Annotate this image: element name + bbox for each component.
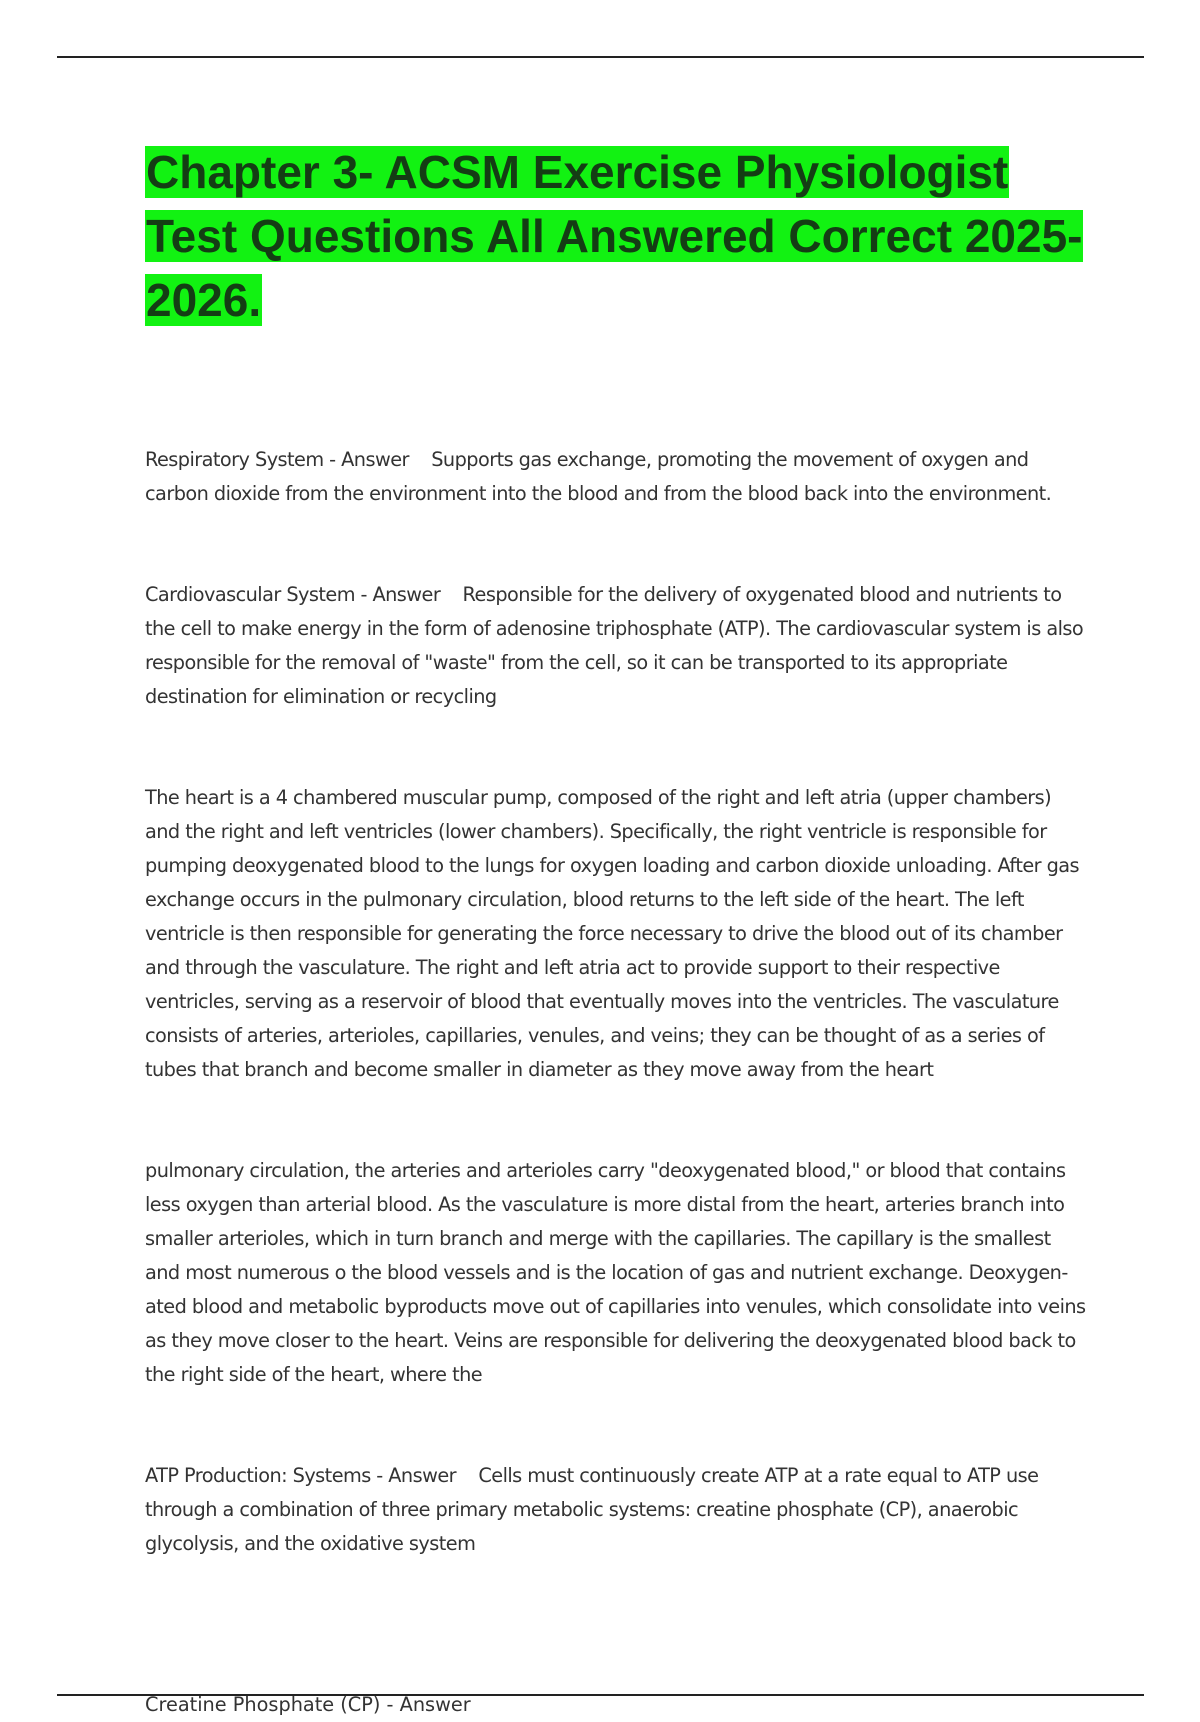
page-title: [145, 140, 1085, 332]
entry-term: Cardiovascular System - Answer: [145, 583, 441, 606]
entry-answer: Responsible for the delivery of oxygenated blood and nutrients to the cell to make energy in the form of adenosine triphosphate (ATP). The cardiovascular system is also responsible for the removal of "waste" from the cell, so it can be transported to its appropriate destination for elimination or recycling: [145, 583, 1084, 708]
title-highlight: Chapter 3- ACSM Exercise Physiologist Test Questions All Answered Correct 2025-2026.: [146, 146, 1083, 326]
paragraph-heart-description: The heart is a 4 chambered muscular pump, composed of the right and left atria (upper chambers) and the right and left ventricles (lower chambers). Specifically, the right ventricle is responsible for pumping deoxygenated blood to the lungs for oxygen loading and carbon dioxide unloading. After gas exchange occurs in the pulmonary circulation, blood returns to the left side of the heart. The left ventricle is then responsible for generating the force necessary to drive the blood out of its chamber and through the vasculature. The right and left atria act to provide support to their respective ventricles, serving as a reservoir of blood that eventually moves into the ventricles. The vasculature consists of arteries, arterioles, capillaries, venules, and veins; they can be thought of as a series of tubes that branch and become smaller in diameter as they move away from the heart: [145, 786, 1080, 1081]
qa-entry-atp-production: [145, 1459, 1090, 1561]
entry-answer: Supports gas exchange, promoting the movement of oxygen and carbon dioxide from the environment into the blood and from the blood back into the environment.: [145, 448, 1052, 505]
entry-answer: Cells must continuously create ATP at a rate equal to ATP use through a combination of three primary metabolic systems: creatine phosphate (CP), anaerobic glycolysis, and the oxidative system: [145, 1464, 1039, 1555]
entry-term: Respiratory System - Answer: [145, 448, 409, 471]
top-rule-divider: [57, 56, 1144, 58]
entry-term: ATP Production: Systems - Answer: [145, 1464, 457, 1487]
qa-entry-respiratory-system: [145, 443, 1090, 511]
paragraph-pulmonary-circulation: pulmonary circulation, the arteries and arterioles carry "deoxygenated blood," or blood that contains less oxygen than arterial blood. As the vasculature is more distal from the heart, arteries branch into smaller arterioles, which in turn branch and merge with the capillaries. The capillary is the smallest and most numerous o the blood vessels and is the location of gas and nutrient exchange. Deoxygen-ated blood and metabolic byproducts move out of capillaries into venules, which consolidate into veins as they move closer to the heart. Veins are responsible for delivering the deoxygenated blood back to the right side of the heart, where the: [145, 1159, 1086, 1386]
cut-off-text-line: Creatine Phosphate (CP) - Answer: [145, 1693, 471, 1716]
document-body: [145, 443, 1090, 1561]
qa-entry-cardiovascular-system: [145, 578, 1090, 714]
